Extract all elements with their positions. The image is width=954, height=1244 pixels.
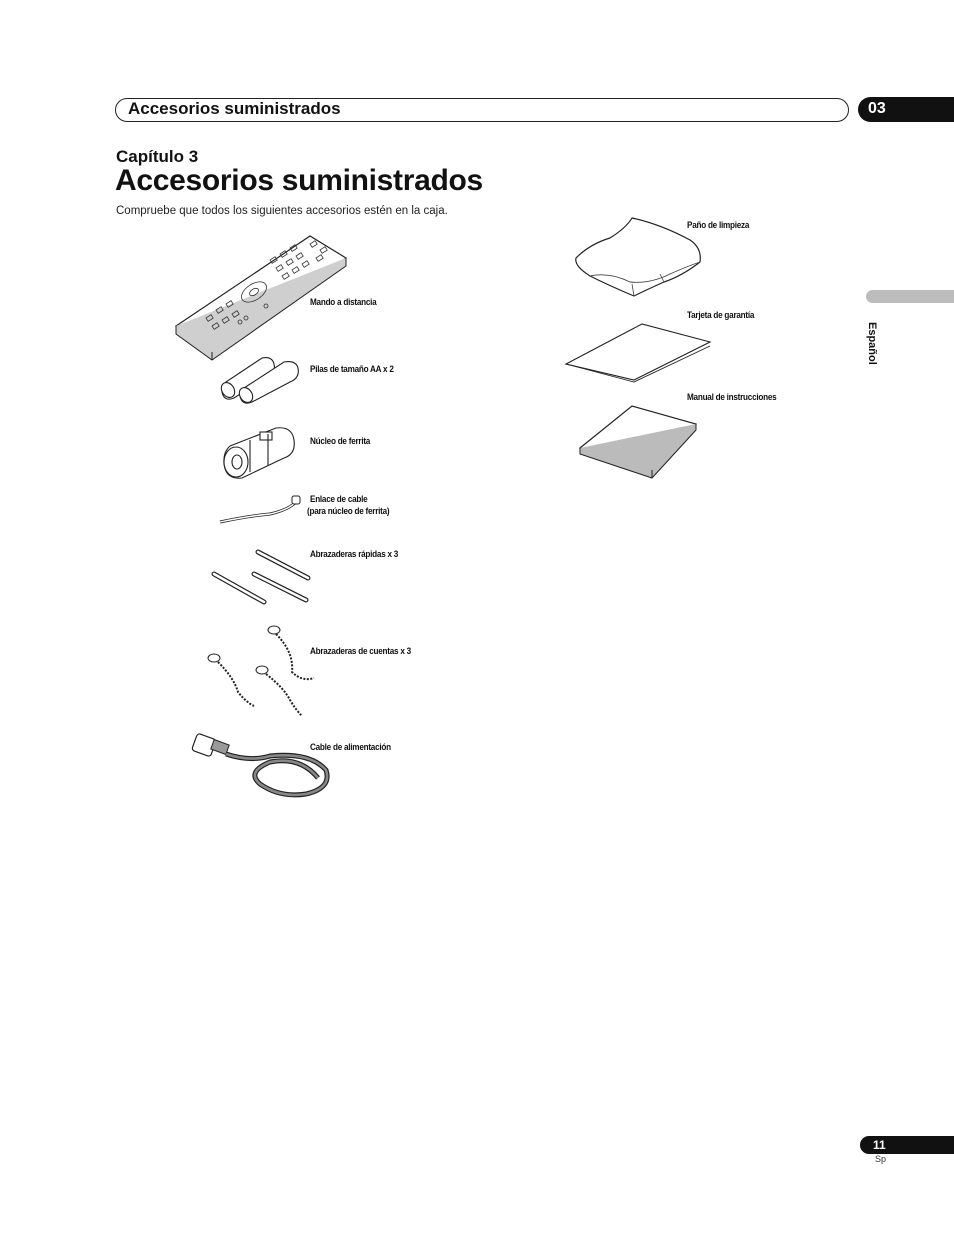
cable-tie-illustration (218, 492, 304, 526)
language-text: Español (866, 322, 878, 365)
label-manual: Manual de instrucciones (687, 392, 777, 403)
label-speed-clamps: Abrazaderas rápidas x 3 (310, 549, 399, 560)
label-warranty-card: Tarjeta de garantía (687, 310, 755, 321)
label-remote: Mando a distancia (310, 297, 377, 308)
label-bead-bands: Abrazaderas de cuentas x 3 (310, 646, 411, 657)
ferrite-core-illustration (220, 422, 300, 482)
cleaning-cloth-illustration (570, 214, 706, 300)
chapter-label: Capítulo 3 (116, 147, 199, 166)
page-title: Accesorios suministrados (115, 164, 483, 197)
page-number: 11 (873, 1138, 886, 1152)
label-cable-tie: Enlace de cable (310, 494, 368, 505)
label-batteries: Pilas de tamaño AA x 2 (310, 364, 394, 375)
bead-bands-illustration (204, 622, 322, 722)
warranty-card-illustration (562, 320, 714, 384)
label-power-cord: Cable de alimentación (310, 742, 391, 753)
batteries-illustration (218, 352, 304, 404)
intro-text: Compruebe que todos los siguientes accesorios estén en la caja. (116, 205, 448, 217)
label-cleaning-cloth: Paño de limpieza (687, 220, 750, 231)
page-language-code: Sp (875, 1154, 887, 1164)
label-cable-tie-note: (para núcleo de ferrita) (307, 506, 390, 517)
header-section-title: Accesorios suministrados (128, 99, 341, 118)
speed-clamps-illustration (208, 544, 318, 610)
remote-control-illustration (170, 230, 350, 360)
label-ferrite: Núcleo de ferrita (310, 436, 371, 447)
manual-illustration (576, 402, 700, 482)
language-label (866, 322, 890, 382)
chapter-number: 03 (868, 100, 886, 117)
language-tab (866, 290, 954, 303)
